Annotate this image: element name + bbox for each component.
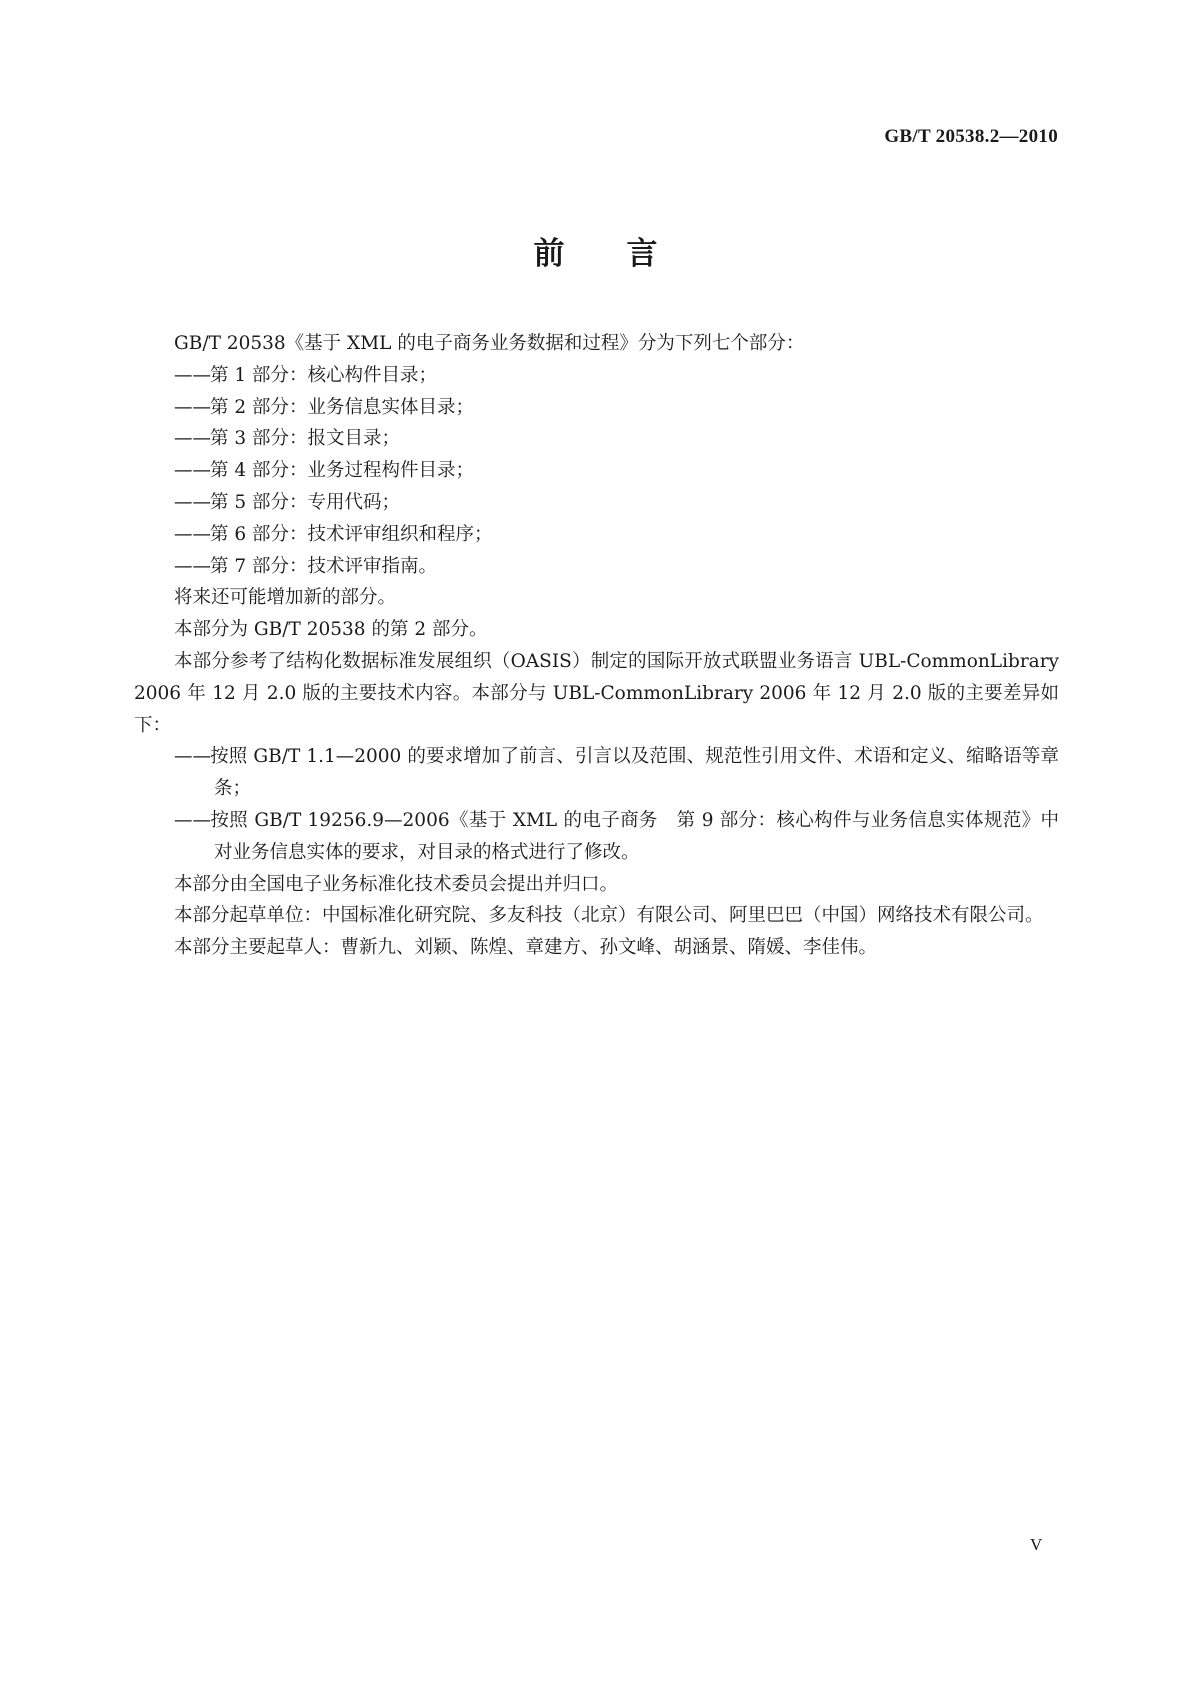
standard-code: GB/T 20538.2—2010 <box>884 126 1058 147</box>
page-title <box>0 228 1191 273</box>
drafting-units-paragraph: 本部分起草单位：中国标准化研究院、多友科技（北京）有限公司、阿里巴巴（中国）网络技术有限公司。 <box>174 905 1044 927</box>
list-item: ——第 7 部分：技术评审指南。 <box>174 555 438 577</box>
this-part-paragraph: 本部分为 GB/T 20538 的第 2 部分。 <box>174 619 488 641</box>
list-item: ——第 1 部分：核心构件目录； <box>174 364 438 386</box>
title-char-1: 前 <box>533 236 565 272</box>
difference-item: ——按照 GB/T 19256.9—2006《基于 XML 的电子商务 第 9 部分：核心构件与业务信息实体规范》中对业务信息实体的要求，对目录的格式进行了修改。 <box>174 809 1059 863</box>
title-char-2: 言 <box>626 236 658 272</box>
difference-item: ——按照 GB/T 1.1—2000 的要求增加了前言、引言以及范围、规范性引用文件、术语和定义、缩略语等章条； <box>174 746 1059 800</box>
intro-paragraph: GB/T 20538《基于 XML 的电子商务业务数据和过程》分为下列七个部分： <box>174 333 805 354</box>
list-item: ——第 3 部分：报文目录； <box>174 428 401 450</box>
list-item: ——第 2 部分：业务信息实体目录； <box>174 396 475 418</box>
list-item: ——第 4 部分：业务过程构件目录； <box>174 460 475 482</box>
reference-paragraph: 本部分参考了结构化数据标准发展组织（OASIS）制定的国际开放式联盟业务语言 UBL-CommonLibrary 2006 年 12 月 2.0 版的主要技术内容。本部分与 UBL-CommonLibrary 2006 年 12 月 2.0 版的主要差异如下： <box>134 650 1059 736</box>
list-item: ——第 6 部分：技术评审组织和程序； <box>174 523 493 545</box>
list-item: ——第 5 部分：专用代码； <box>174 491 401 513</box>
future-paragraph: 将来还可能增加新的部分。 <box>174 587 397 609</box>
foreword-body <box>134 328 1059 964</box>
page-number: V <box>1030 1535 1043 1554</box>
drafters-paragraph: 本部分主要起草人：曹新九、刘颖、陈煌、章建方、孙文峰、胡涵景、隋媛、李佳伟。 <box>174 937 878 959</box>
proposed-by-paragraph: 本部分由全国电子业务标准化技术委员会提出并归口。 <box>174 873 619 895</box>
